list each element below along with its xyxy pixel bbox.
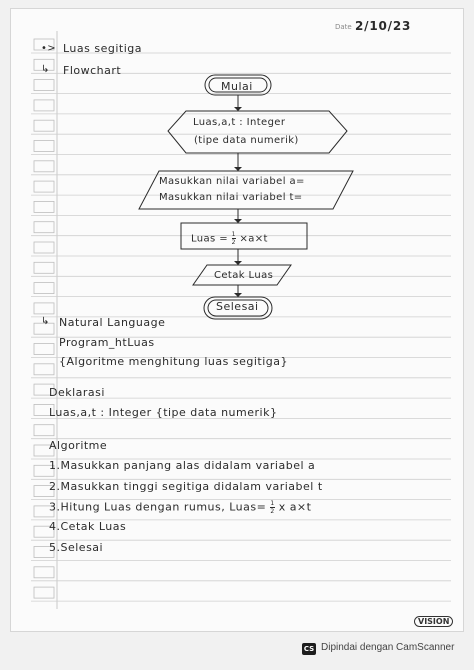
declaration-line-2: (tipe data numerik) bbox=[194, 135, 299, 146]
program-line: Program_htLuas bbox=[59, 336, 155, 349]
input-line-2: Masukkan nilai variabel t= bbox=[159, 192, 303, 203]
step-3-suffix: x a×t bbox=[278, 500, 312, 514]
step-1: 1.Masukkan panjang alas didalam variabel a bbox=[49, 459, 316, 472]
fraction-numerator: 1 bbox=[231, 231, 236, 238]
step-2: 2.Masukkan tinggi segitiga didalam variabel t bbox=[49, 480, 323, 493]
bullet-2: ↳ bbox=[41, 64, 50, 75]
process-prefix: Luas = bbox=[191, 233, 229, 245]
camscanner-logo-icon: CS bbox=[303, 645, 315, 653]
declaration-line-1: Luas,a,t : Integer bbox=[193, 117, 286, 128]
bullet-3: ↳ bbox=[41, 316, 50, 327]
bullet-1: •> bbox=[41, 43, 57, 54]
step-3-fraction bbox=[270, 500, 274, 515]
algorithm-description: {Algoritme menghitung luas segitiga} bbox=[59, 355, 288, 368]
step-3-prefix: 3.Hitung Luas dengan rumus, Luas= bbox=[49, 500, 267, 514]
input-line-1: Masukkan nilai variabel a= bbox=[159, 176, 305, 187]
date-label: Date bbox=[335, 23, 352, 31]
end-label: Selesai bbox=[216, 300, 259, 313]
deklarasi-heading: Deklarasi bbox=[49, 386, 105, 399]
algoritme-heading: Algoritme bbox=[49, 439, 108, 452]
title-line: Luas segitiga bbox=[63, 42, 143, 55]
step-3-fraction-denominator: 2 bbox=[270, 508, 275, 515]
process-label bbox=[191, 231, 268, 246]
output-label: Cetak Luas bbox=[214, 270, 274, 281]
flowchart-heading: Flowchart bbox=[63, 64, 122, 77]
notebook-page bbox=[10, 8, 464, 632]
camscanner-label: Dipindai dengan CamScanner bbox=[321, 642, 455, 653]
step-3-fraction-numerator: 1 bbox=[270, 500, 275, 507]
fraction-denominator: 2 bbox=[231, 239, 236, 246]
date-value: 2/10/23 bbox=[355, 19, 412, 33]
step-3 bbox=[49, 500, 311, 515]
fraction bbox=[232, 231, 236, 246]
deklarasi-line: Luas,a,t : Integer {tipe data numerik} bbox=[49, 406, 278, 419]
step-4: 4.Cetak Luas bbox=[49, 520, 127, 533]
step-5: 5.Selesai bbox=[49, 541, 104, 554]
process-suffix: ×a×t bbox=[239, 233, 268, 245]
start-label: Mulai bbox=[221, 80, 253, 93]
brand-logo: VISION bbox=[414, 616, 453, 627]
natural-language-heading: Natural Language bbox=[59, 316, 166, 329]
